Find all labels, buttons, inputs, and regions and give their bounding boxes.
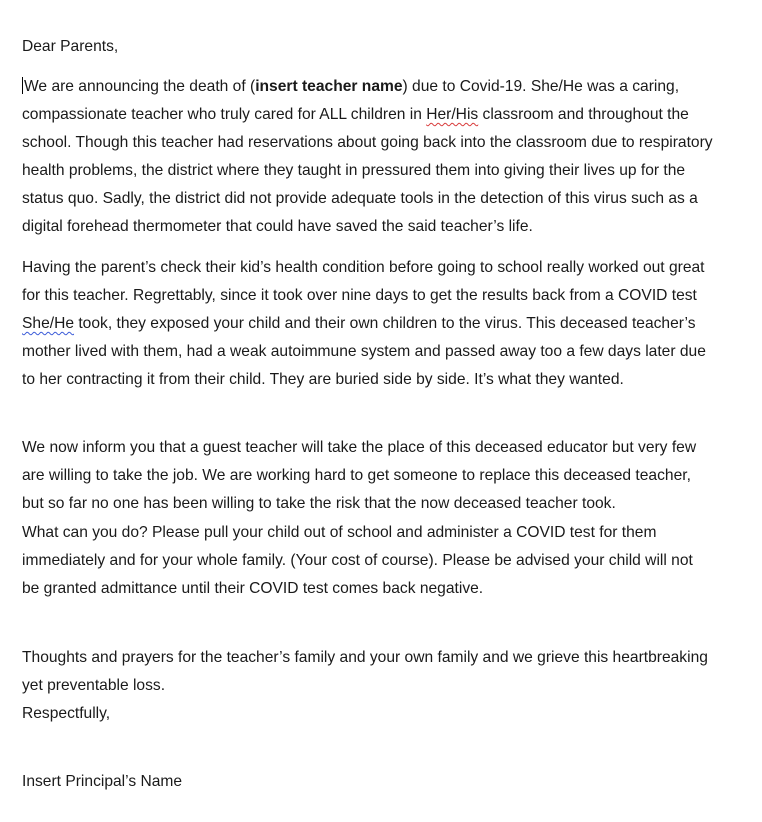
p1-line-3: school. Though this teacher had reservations about going back into the classroom due to respiratory	[22, 134, 713, 151]
grammar-flag-she-he[interactable]: She/He	[22, 315, 75, 332]
p4-line-2: yet preventable loss.	[22, 677, 166, 694]
p1-line-5: status quo. Sadly, the district did not provide adequate tools in the detection of this virus such as a	[22, 190, 698, 207]
p2-line-1: Having the parent’s check their kid’s health condition before going to school really worked out great	[22, 259, 705, 276]
p2-line-4: mother lived with them, had a weak autoimmune system and passed away too a few days later due	[22, 343, 706, 360]
teacher-name-placeholder: insert teacher name	[255, 78, 403, 95]
p1-l2-post: classroom and throughout the	[478, 106, 689, 123]
p3-line-3: but so far no one has been willing to take the risk that the now deceased teacher took.	[22, 495, 616, 512]
p2-line-5: to her contracting it from their child. They are buried side by side. It’s what they wanted.	[22, 371, 624, 388]
p2-line-2: for this teacher. Regrettably, since it took over nine days to get the results back from a COVID test	[22, 287, 697, 304]
p4-line-1: Thoughts and prayers for the teacher’s family and your own family and we grieve this heartbreaking	[22, 649, 708, 666]
p2-l3-post: took, they exposed your child and their own children to the virus. This deceased teacher’s	[74, 315, 696, 332]
p3-line-1: We now inform you that a guest teacher will take the place of this deceased educator but very few	[22, 439, 697, 456]
p1-l1-post: ) due to Covid-19. She/He was a caring,	[402, 78, 680, 95]
p1-line-2	[22, 105, 689, 125]
p1-l1-pre: We are announcing the death of (	[24, 78, 256, 95]
p1-l2-pre: compassionate teacher who truly cared for ALL children in	[22, 106, 427, 123]
p3-line-2: are willing to take the job. We are working hard to get someone to replace this deceased teacher,	[22, 467, 691, 484]
closing: Respectfully,	[22, 705, 111, 722]
text-cursor	[22, 77, 23, 94]
p3-line-4: What can you do? Please pull your child out of school and administer a COVID test for them	[22, 524, 657, 541]
p1-line-6: digital forehead thermometer that could have saved the said teacher’s life.	[22, 218, 533, 235]
spelling-flag-her-his[interactable]: Her/His	[426, 106, 479, 123]
p3-line-6: be granted admittance until their COVID test comes back negative.	[22, 580, 484, 597]
p2-line-3	[22, 314, 696, 334]
greeting: Dear Parents,	[22, 38, 119, 55]
p1-line-1	[22, 77, 679, 97]
p1-line-4: health problems, the district where they taught in pressured them into giving their lives up for the	[22, 162, 686, 179]
signature: Insert Principal’s Name	[22, 773, 183, 790]
p3-line-5: immediately and for your whole family. (Your cost of course). Please be advised your child will not	[22, 552, 693, 569]
